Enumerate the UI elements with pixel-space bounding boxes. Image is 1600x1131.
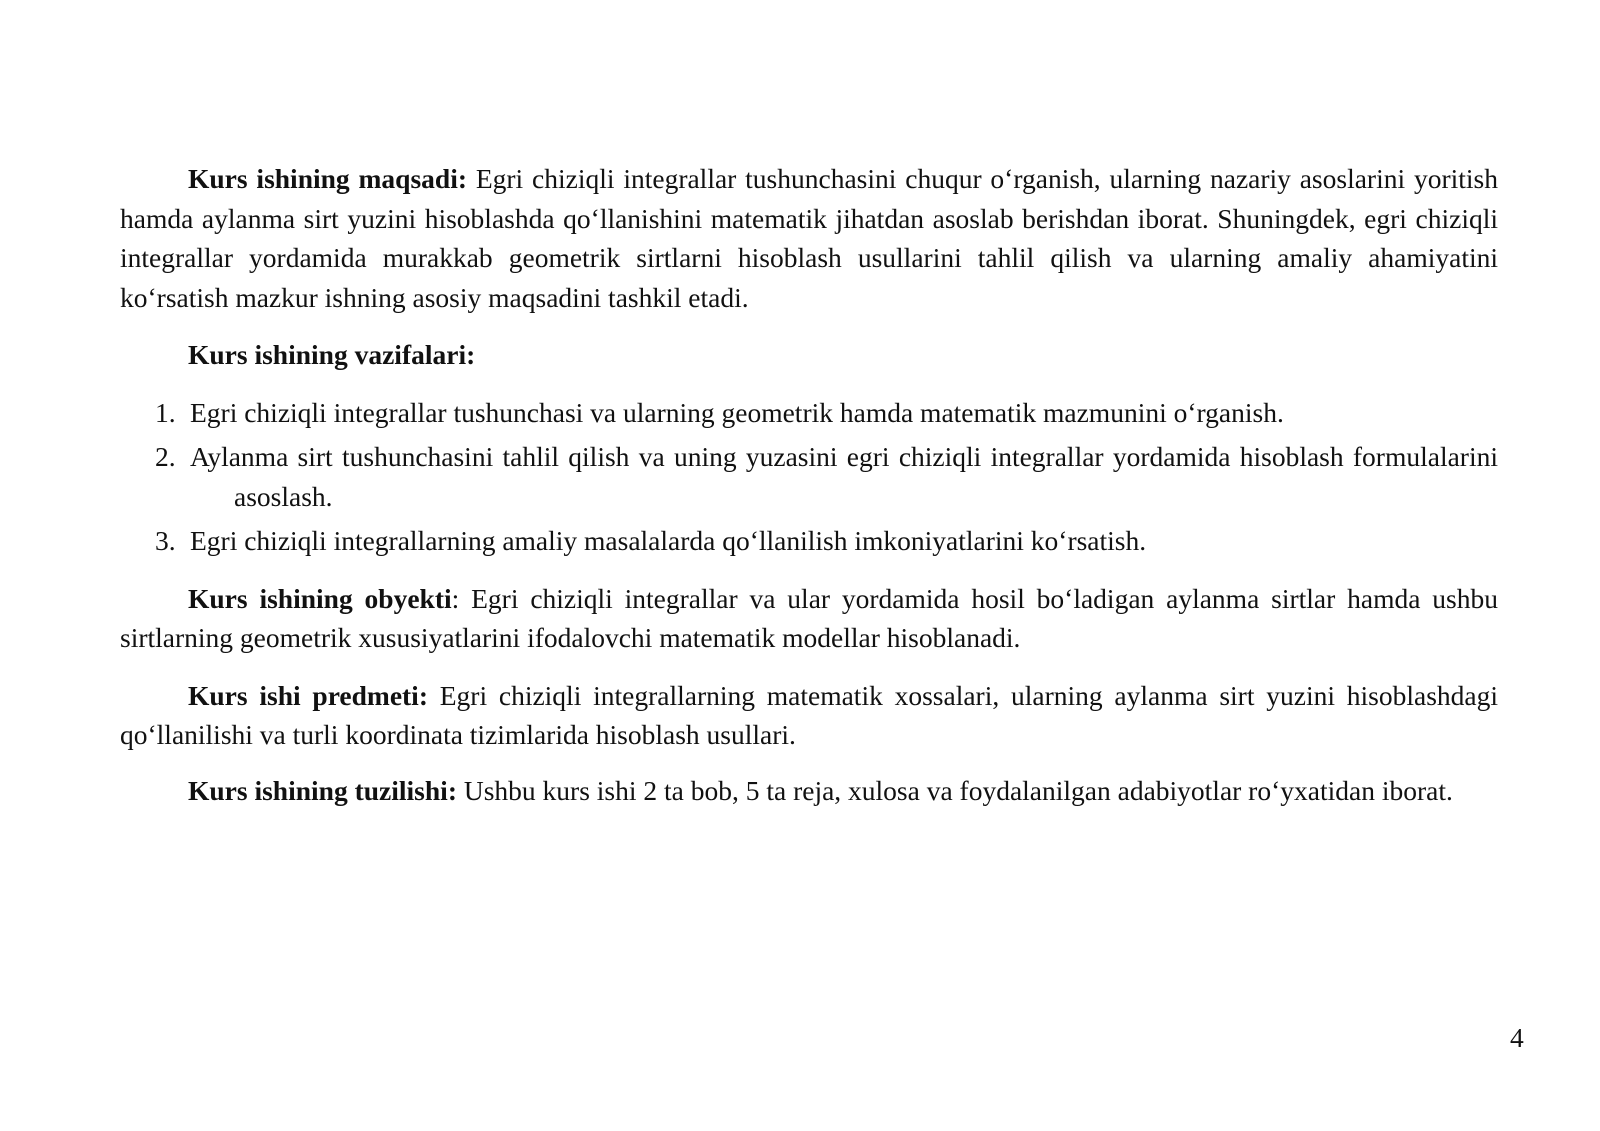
list-item-text: Egri chiziqli integrallarning amaliy masalalarda qo‘llanilish imkoniyatlarini ko‘rsatish.	[190, 525, 1147, 556]
list-item-text: Aylanma sirt tushunchasini tahlil qilish va uning yuzasini egri chiziqli integrallar yordamida hisoblash formulalarini	[190, 441, 1498, 472]
page-content	[120, 159, 1498, 827]
object-text: : Egri chiziqli integrallar va ular yordamida hosil bo‘ladigan aylanma sirtlar hamda ushbu sirtlarning geometrik xususiyatlarini ifodalovchi matematik modellar hisoblanadi.	[120, 582, 1498, 653]
object-heading: Kurs ishining obyekti	[188, 582, 452, 614]
subject-text: Egri chiziqli integrallarning matematik xossalari, ularning aylanma sirt yuzini hisoblashdagi qo‘llanilishi va turli koordinata tizimlarida hisoblash usullari.	[120, 679, 1498, 750]
structure-heading: Kurs ishining tuzilishi:	[188, 774, 457, 806]
list-item-text: Egri chiziqli integrallar tushunchasi va ularning geometrik hamda matematik mazmunini o‘rganish.	[190, 396, 1284, 428]
list-item-number: 3.	[155, 525, 176, 556]
goal-paragraph	[120, 159, 1498, 317]
goal-text: Egri chiziqli integrallar tushunchasini chuqur o‘rganish, ularning nazariy asoslarini yoritish hamda aylanma sirt yuzini hisoblashda qo‘llanishini matematik jihatdan asoslab berishdan iborat. Shuningdek, egri chiziqli integrallar yordamida murakkab geometrik sirtlarni hisoblash usullarini tahlil qilish va ularning amaliy ahamiyatini ko‘rsatish mazkur ishning asosiy maqsadini tashkil etadi.	[120, 163, 1498, 313]
list-item	[120, 521, 1498, 561]
object-paragraph	[120, 579, 1498, 658]
structure-paragraph	[120, 773, 1498, 809]
list-item	[120, 393, 1498, 433]
subject-heading: Kurs ishi predmeti:	[188, 679, 428, 711]
goal-heading: Kurs ishining maqsadi:	[188, 163, 468, 194]
list-item	[120, 437, 1498, 516]
subject-paragraph	[120, 676, 1498, 755]
list-item-number: 2.	[155, 441, 176, 472]
page-number: 4	[1510, 1022, 1524, 1053]
list-item-text-tail: asoslash.	[234, 480, 333, 512]
tasks-list	[120, 393, 1498, 561]
tasks-heading: Kurs ishining vazifalari:	[188, 339, 476, 370]
list-item-number: 1.	[155, 396, 176, 428]
structure-text: Ushbu kurs ishi 2 ta bob, 5 ta reja, xulosa va foydalanilgan adabiyotlar ro‘yxatidan iborat.	[456, 774, 1453, 806]
